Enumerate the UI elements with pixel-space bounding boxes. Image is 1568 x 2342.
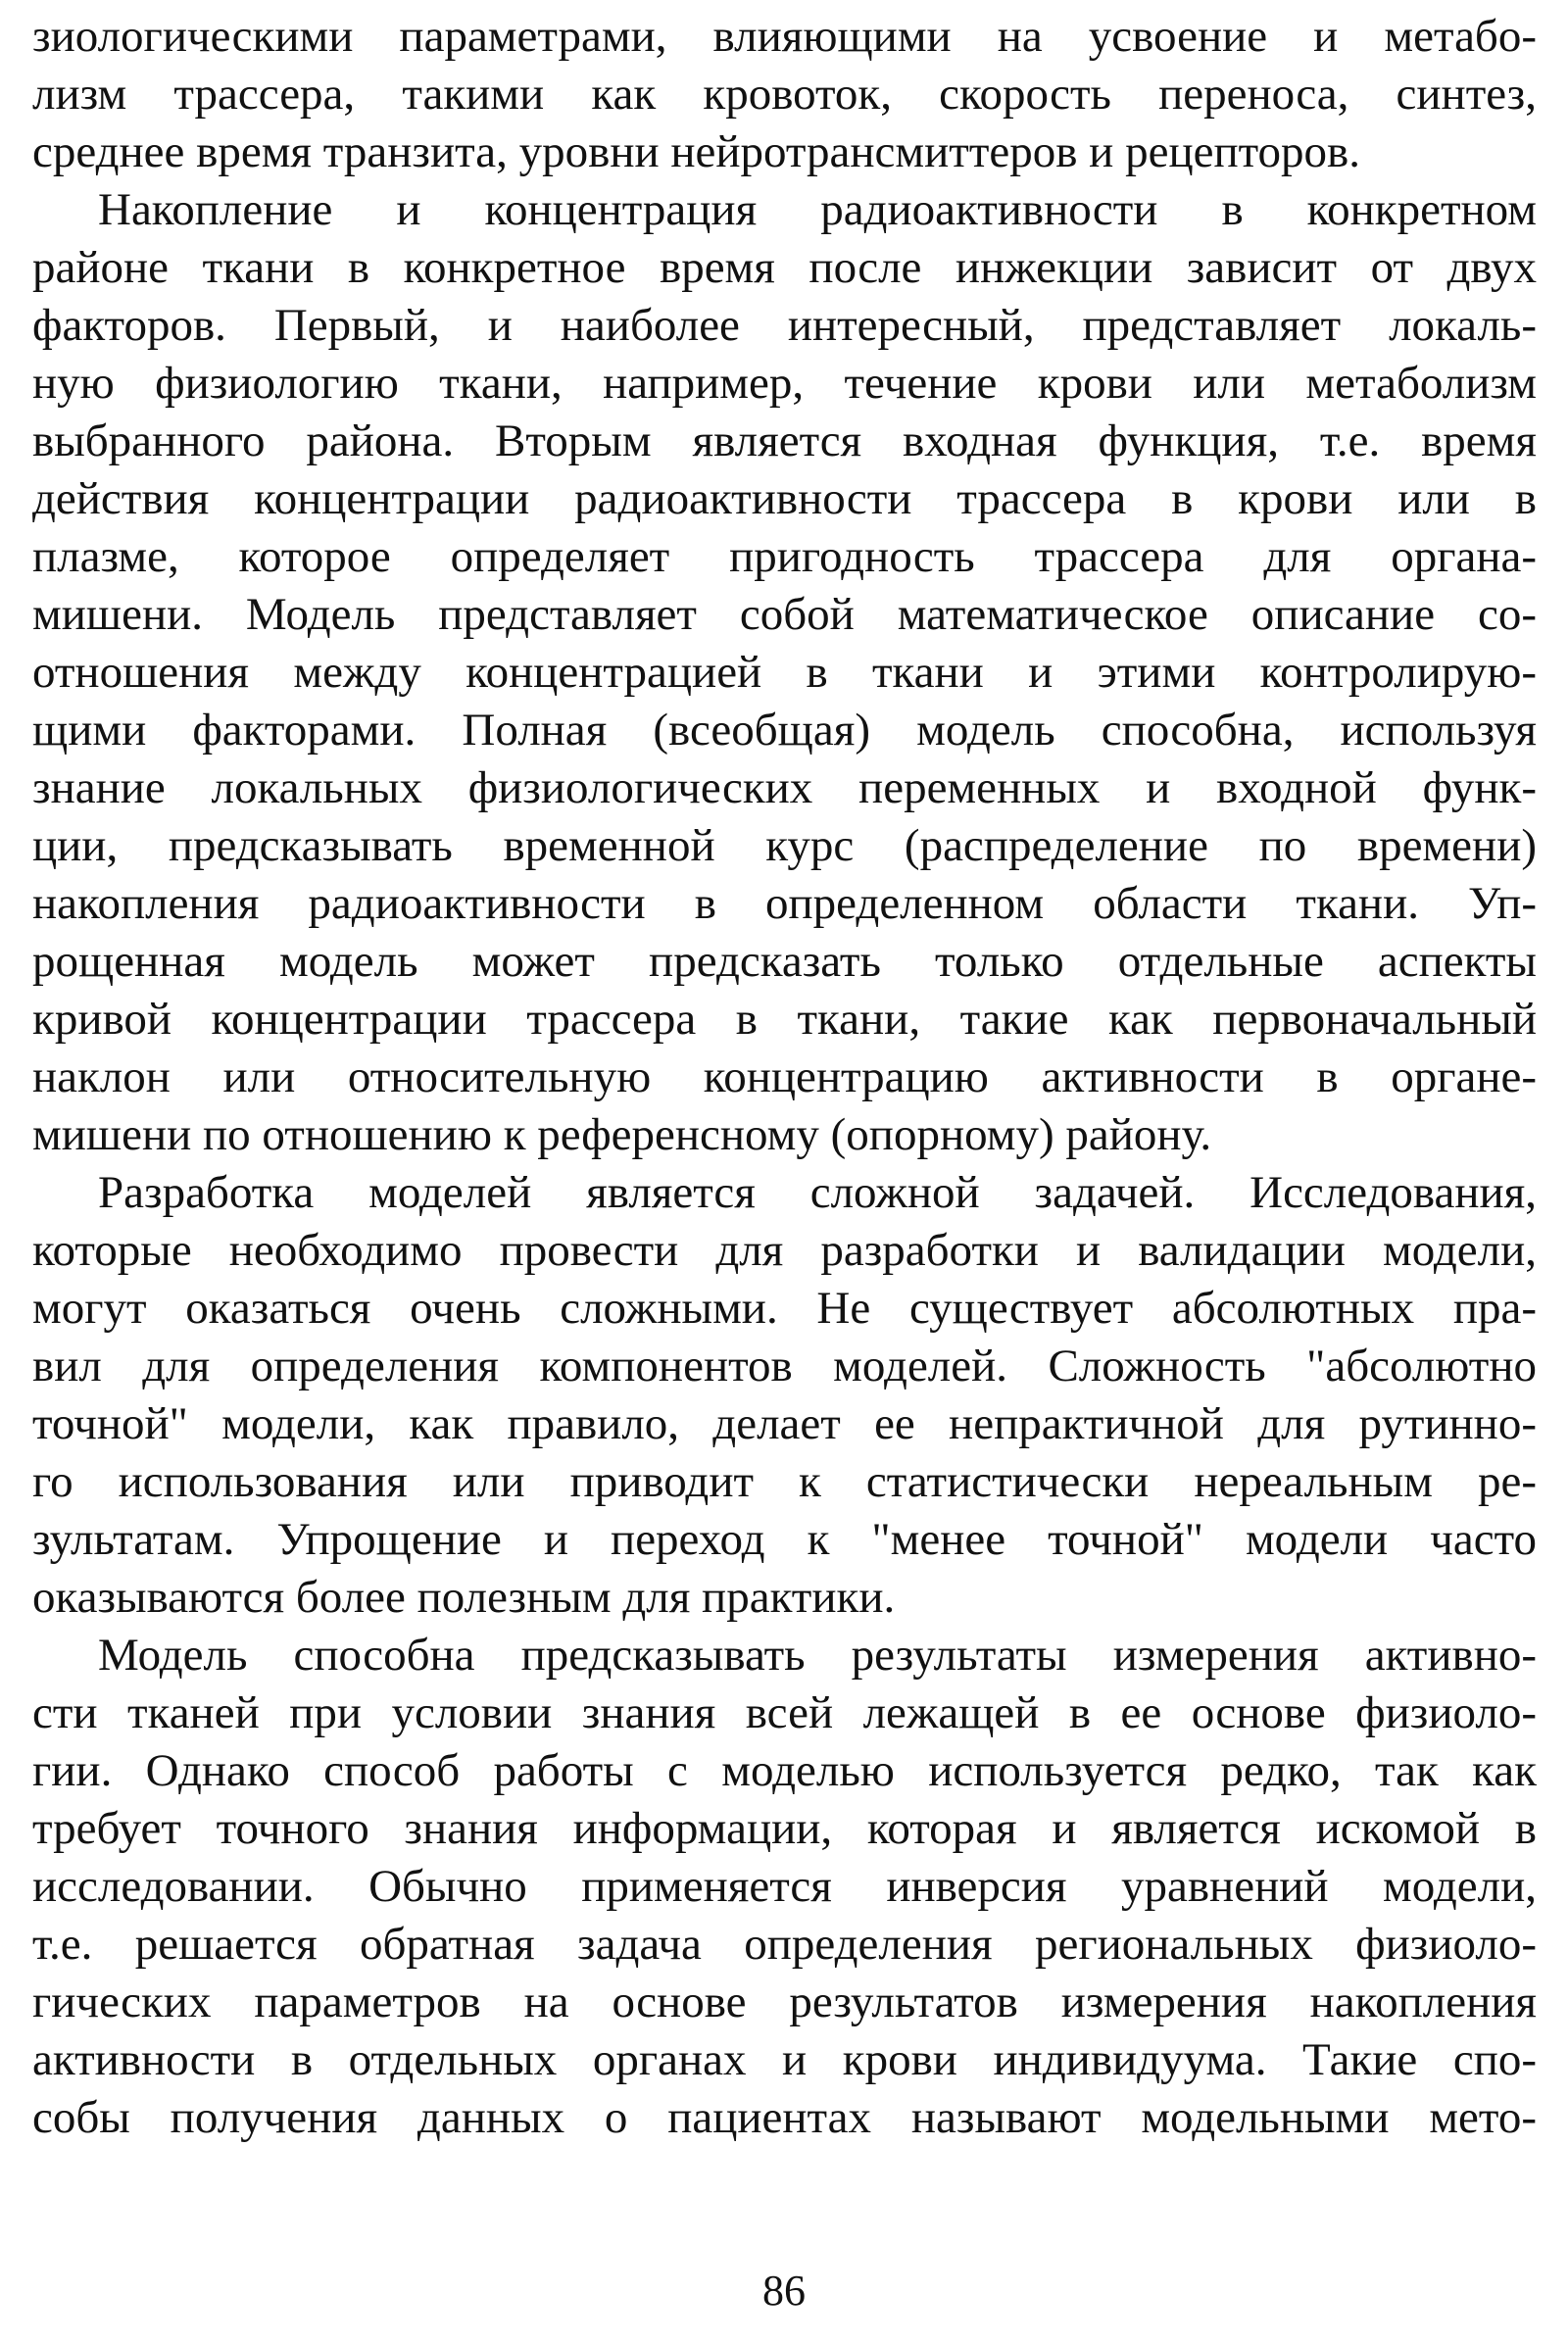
text-line: Разработка моделей является сложной задачей. Исследования, <box>98 1167 1537 1218</box>
text-line: кривой концентрации трассера в ткани, такие как первоначальный <box>32 994 1537 1045</box>
text-line: оказываются более полезным для практики. <box>32 1572 896 1623</box>
text-line: гии. Однако способ работы с моделью используется редко, так как <box>32 1745 1537 1796</box>
text-line: могут оказаться очень сложными. Не существует абсолютных пра- <box>32 1283 1537 1334</box>
text-line: ную физиологию ткани, например, течение крови или метаболизм <box>32 358 1537 409</box>
text-line: вил для определения компонентов моделей. Сложность "абсолютно <box>32 1341 1537 1391</box>
text-line: среднее время транзита, уровни нейротрансмиттеров и рецепторов. <box>32 126 1360 177</box>
text-line: сти тканей при условии знания всей лежащей в ее основе физиоло- <box>32 1687 1537 1738</box>
text-line: плазме, которое определяет пригодность трассера для органа- <box>32 531 1537 582</box>
text-line: наклон или относительную концентрацию активности в органе- <box>32 1051 1537 1102</box>
text-line: зультатам. Упрощение и переход к "менее точной" модели часто <box>32 1514 1537 1565</box>
text-line: Накопление и концентрация радиоактивности в конкретном <box>98 184 1537 235</box>
text-line: мишени по отношению к референсному (опорному) району. <box>32 1109 1212 1160</box>
text-line: т.е. решается обратная задача определения региональных физиоло- <box>32 1919 1537 1970</box>
text-line: исследовании. Обычно применяется инверсия уравнений модели, <box>32 1861 1537 1912</box>
text-line: мишени. Модель представляет собой математическое описание со- <box>32 589 1537 640</box>
text-line: отношения между концентрацией в ткани и этими контролирую- <box>32 647 1537 698</box>
paragraph-4 <box>32 1627 1537 2147</box>
text-line: районе ткани в конкретное время после инжекции зависит от двух <box>32 242 1537 293</box>
text-line: гических параметров на основе результатов измерения накопления <box>32 1976 1537 2027</box>
text-line: действия концентрации радиоактивности трассера в крови или в <box>32 473 1537 524</box>
text-line: факторов. Первый, и наиболее интересный, представляет локаль- <box>32 300 1537 351</box>
paragraph-3 <box>32 1164 1537 1627</box>
text-line: Модель способна предсказывать результаты измерения активно- <box>98 1630 1537 1681</box>
text-line: собы получения данных о пациентах называют модельными мето- <box>32 2092 1537 2143</box>
text-line: выбранного района. Вторым является входная функция, т.е. время <box>32 415 1537 466</box>
text-line: точной" модели, как правило, делает ее непрактичной для рутинно- <box>32 1398 1537 1449</box>
text-line: знание локальных физиологических переменных и входной функ- <box>32 762 1537 813</box>
paragraph-2 <box>32 181 1537 1164</box>
text-line: щими факторами. Полная (всеобщая) модель способна, используя <box>32 705 1537 756</box>
page-body <box>32 8 1537 2147</box>
text-line: го использования или приводит к статистически нереальным ре- <box>32 1456 1537 1507</box>
text-line: накопления радиоактивности в определенном области ткани. Уп- <box>32 878 1537 929</box>
text-line: требует точного знания информации, которая и является искомой в <box>32 1803 1537 1854</box>
text-line: активности в отдельных органах и крови индивидуума. Такие спо- <box>32 2034 1537 2085</box>
text-line: рощенная модель может предсказать только отдельные аспекты <box>32 936 1537 987</box>
text-line: которые необходимо провести для разработки и валидации модели, <box>32 1225 1537 1276</box>
text-line: ции, предсказывать временной курс (распределение по времени) <box>32 820 1537 871</box>
text-line: лизм трассера, такими как кровоток, скорость переноса, синтез, <box>32 69 1537 120</box>
page-number: 86 <box>762 2267 806 2315</box>
text-line: зиологическими параметрами, влияющими на усвоение и метабо- <box>32 11 1537 62</box>
paragraph-1 <box>32 8 1537 181</box>
